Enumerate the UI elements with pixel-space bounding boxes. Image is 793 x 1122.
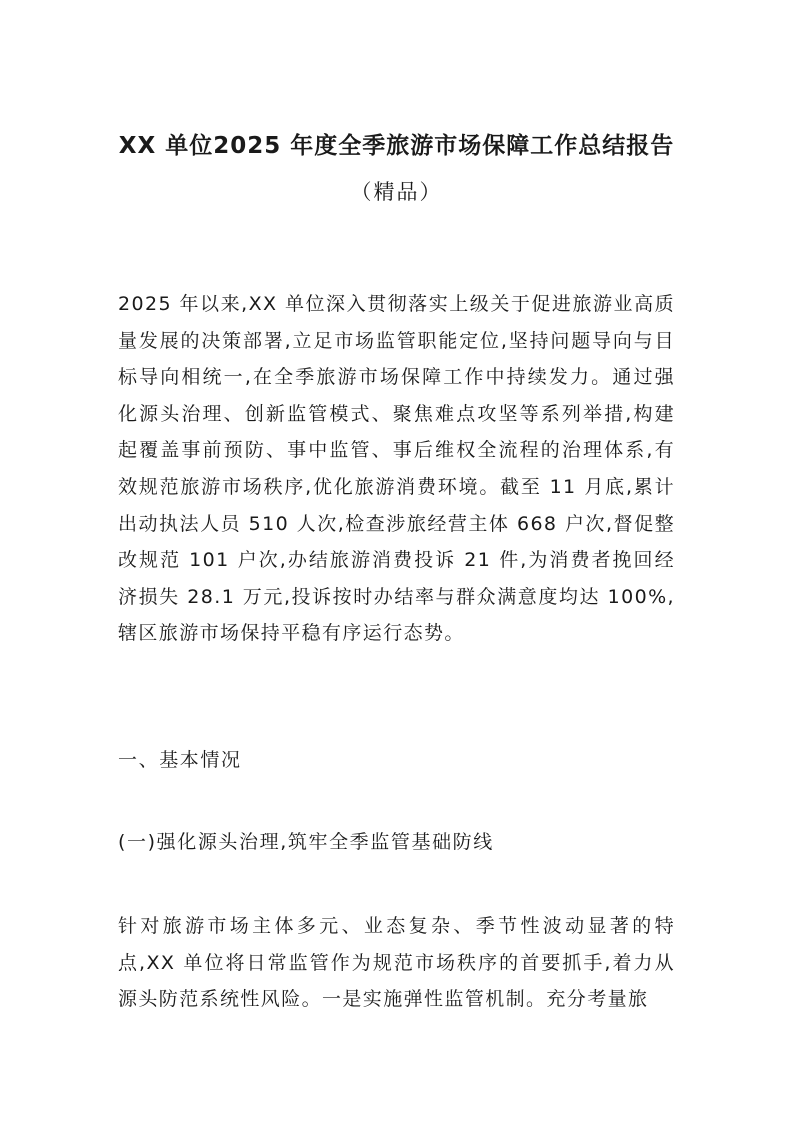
intro-paragraph: 2025 年以来,XX 单位深入贯彻落实上级关于促进旅游业高质量发展的决策部署,立足市场监管职能定位,坚持问题导向与目标导向相统一,在全季旅游市场保障工作中持续发力。通过强化源头治理、创新监管模式、聚焦难点攻坚等系列举措,构建起覆盖事前预防、事中监管、事后维权全流程的治理体系,有效规范旅游市场秩序,优化旅游消费环境。截至 11 月底,累计出动执法人员 510 人次,检查涉旅经营主体 668 户次,督促整改规范 101 户次,办结旅游消费投诉 21 件,为消费者挽回经济损失 28.1 万元,投诉按时办结率与群众满意度均达 100%,辖区旅游市场保持平稳有序运行态势。 [118, 293, 675, 645]
body-paragraph: 针对旅游市场主体多元、业态复杂、季节性波动显著的特点,XX 单位将日常监管作为规范市场秩序的首要抓手,着力从源头防范系统性风险。一是实施弹性监管机制。充分考量旅 [118, 915, 675, 1011]
document-subtitle: （精品） [350, 180, 443, 204]
subsection-heading: (一)强化源头治理,筑牢全季监管基础防线 [118, 831, 494, 853]
document-title: XX 单位2025 年度全季旅游市场保障工作总结报告 [118, 133, 675, 159]
section-heading: 一、基本情况 [118, 749, 242, 771]
